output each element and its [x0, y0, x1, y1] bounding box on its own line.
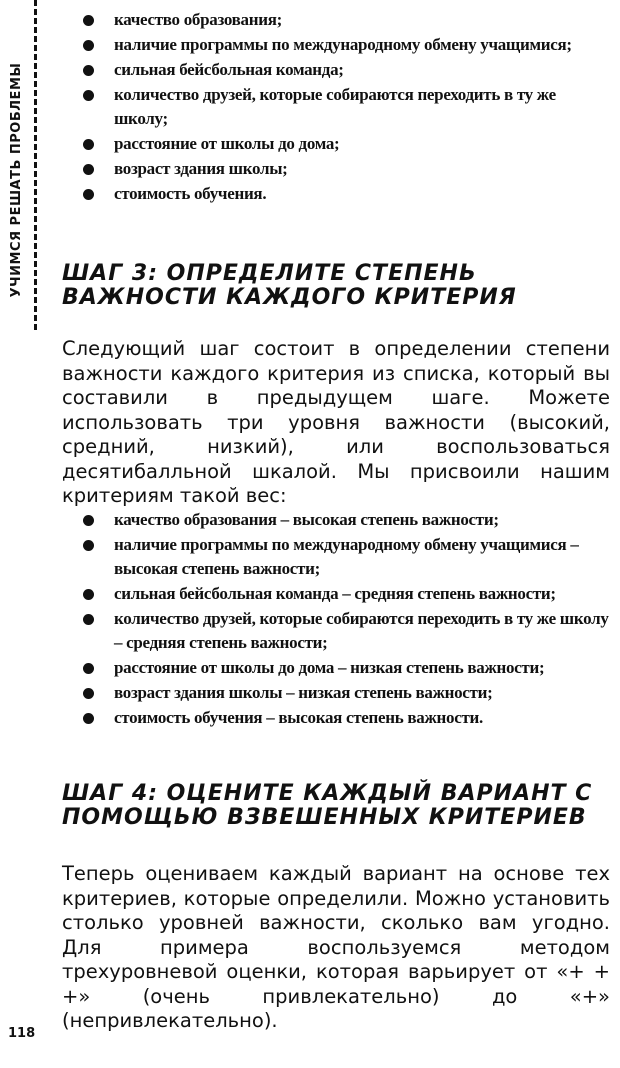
- list-item: возраст здания школы – низкая степень важности;: [62, 681, 610, 705]
- page-number: 118: [8, 1026, 36, 1041]
- list-item: стоимость обучения – высокая степень важности.: [62, 706, 610, 730]
- bullet-icon: [83, 139, 94, 150]
- bullet-icon: [83, 614, 94, 625]
- bullet-icon: [83, 589, 94, 600]
- bullet-icon: [83, 40, 94, 51]
- list-item: наличие программы по международному обмену учащимися – высокая степень важности;: [62, 533, 610, 581]
- step-4-paragraph: Теперь оцениваем каждый вариант на основе тех критериев, которые определили. Можно установить столько уровней важности, сколько вам угодно. Для примера воспользуемся методом трехуровневой оценки, которая варьирует от «+ + +» (очень привлекательно) до «+» (непривлекательно).: [62, 862, 610, 1032]
- list-item: количество друзей, которые собираются переходить в ту же школу;: [62, 83, 610, 131]
- bullet-icon: [83, 540, 94, 551]
- bullet-icon: [83, 515, 94, 526]
- list-item: расстояние от школы до дома – низкая степень важности;: [62, 656, 610, 680]
- list-item: наличие программы по международному обмену учащимися;: [62, 33, 610, 57]
- bullet-icon: [83, 663, 94, 674]
- list-item: количество друзей, которые собираются переходить в ту же школу – средняя степень важности;: [62, 607, 610, 655]
- bullet-icon: [83, 713, 94, 724]
- side-title-divider: [34, 0, 37, 330]
- list-item: качество образования – высокая степень важности;: [62, 508, 610, 532]
- bullet-icon: [83, 189, 94, 200]
- bullet-icon: [83, 164, 94, 175]
- bullet-icon: [83, 688, 94, 699]
- criteria-list: [62, 8, 610, 207]
- list-item: сильная бейсбольная команда;: [62, 58, 610, 82]
- weighted-criteria-list: [62, 508, 610, 731]
- running-header: УЧИМСЯ РЕШАТЬ ПРОБЛЕМЫ: [9, 62, 24, 298]
- step-4-heading: ШАГ 4: ОЦЕНИТЕ КАЖДЫЙ ВАРИАНТ С ПОМОЩЬЮ ВЗВЕШЕННЫХ КРИТЕРИЕВ: [62, 781, 593, 830]
- list-item: возраст здания школы;: [62, 157, 610, 181]
- bullet-icon: [83, 90, 94, 101]
- bullet-icon: [83, 65, 94, 76]
- step-3-heading: ШАГ 3: ОПРЕДЕЛИТЕ СТЕПЕНЬ ВАЖНОСТИ КАЖДОГО КРИТЕРИЯ: [62, 261, 517, 310]
- list-item: качество образования;: [62, 8, 610, 32]
- bullet-icon: [83, 15, 94, 26]
- list-item: расстояние от школы до дома;: [62, 132, 610, 156]
- step-3-paragraph: Следующий шаг состоит в определении степени важности каждого критерия из списка, который вы составили в предыдущем шаге. Можете использовать три уровня важности (высокий, средний, низкий), или воспользоваться десятибалльной шкалой. Мы присвоили нашим критериям такой вес:: [62, 337, 610, 507]
- list-item: сильная бейсбольная команда – средняя степень важности;: [62, 582, 610, 606]
- list-item: стоимость обучения.: [62, 182, 610, 206]
